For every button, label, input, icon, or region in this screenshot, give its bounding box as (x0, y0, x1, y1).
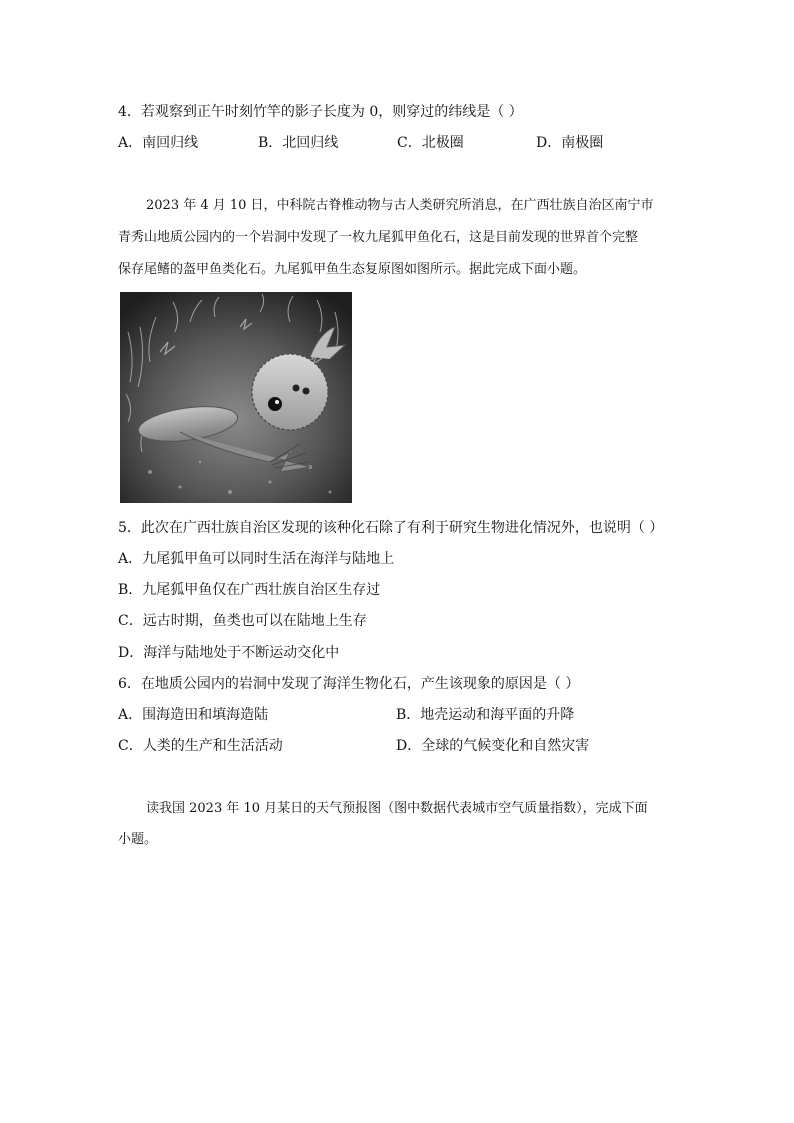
q4-option-a: A．南回归线 (118, 135, 199, 151)
passage2-line-2: 小题。 (118, 832, 158, 847)
q4-option-c: C．北极圈 (397, 135, 464, 151)
q4-option-b: B．北回归线 (258, 135, 339, 151)
q4-stem: 4．若观察到正午时刻竹竿的影子长度为 0，则穿过的纬线是（ ） (118, 104, 523, 120)
q5-option-d: D．海洋与陆地处于不断运动交化中 (118, 645, 340, 661)
fish-reconstruction-illustration (120, 292, 352, 503)
q4-option-d: D．南极圈 (536, 135, 604, 151)
q5-stem: 5．此次在广西壮族自治区发现的该种化石除了有利于研究生物进化情况外，也说明（ ） (118, 520, 664, 536)
passage1-line-1: 2023 年 4 月 10 日，中科院古脊椎动物与古人类研究所消息，在广西壮族自治区南宁市 (146, 198, 654, 213)
q6-option-c: C．人类的生产和生活活动 (118, 738, 283, 754)
q5-option-a: A．九尾狐甲鱼可以同时生活在海洋与陆地上 (118, 551, 395, 567)
q6-option-b: B．地壳运动和海平面的升降 (396, 707, 575, 723)
passage1-line-3: 保存尾鳍的盔甲鱼类化石。九尾狐甲鱼生态复原图如图所示。据此完成下面小题。 (118, 262, 587, 277)
q5-option-b: B．九尾狐甲鱼仅在广西壮族自治区生存过 (118, 582, 381, 598)
q6-stem: 6．在地质公园内的岩洞中发现了海洋生物化石，产生该现象的原因是（ ） (118, 676, 580, 692)
q6-option-d: D．全球的气候变化和自然灾害 (396, 738, 590, 754)
passage1-line-2: 青秀山地质公园内的一个岩洞中发现了一枚九尾狐甲鱼化石，这是目前发现的世界首个完整 (118, 230, 639, 245)
q5-option-c: C．远古时期，鱼类也可以在陆地上生存 (118, 613, 367, 629)
q6-option-a: A．围海造田和填海造陆 (118, 707, 269, 723)
passage2-line-1: 读我国 2023 年 10 月某日的天气预报图（图中数据代表城市空气质量指数），完成下面 (146, 801, 648, 816)
